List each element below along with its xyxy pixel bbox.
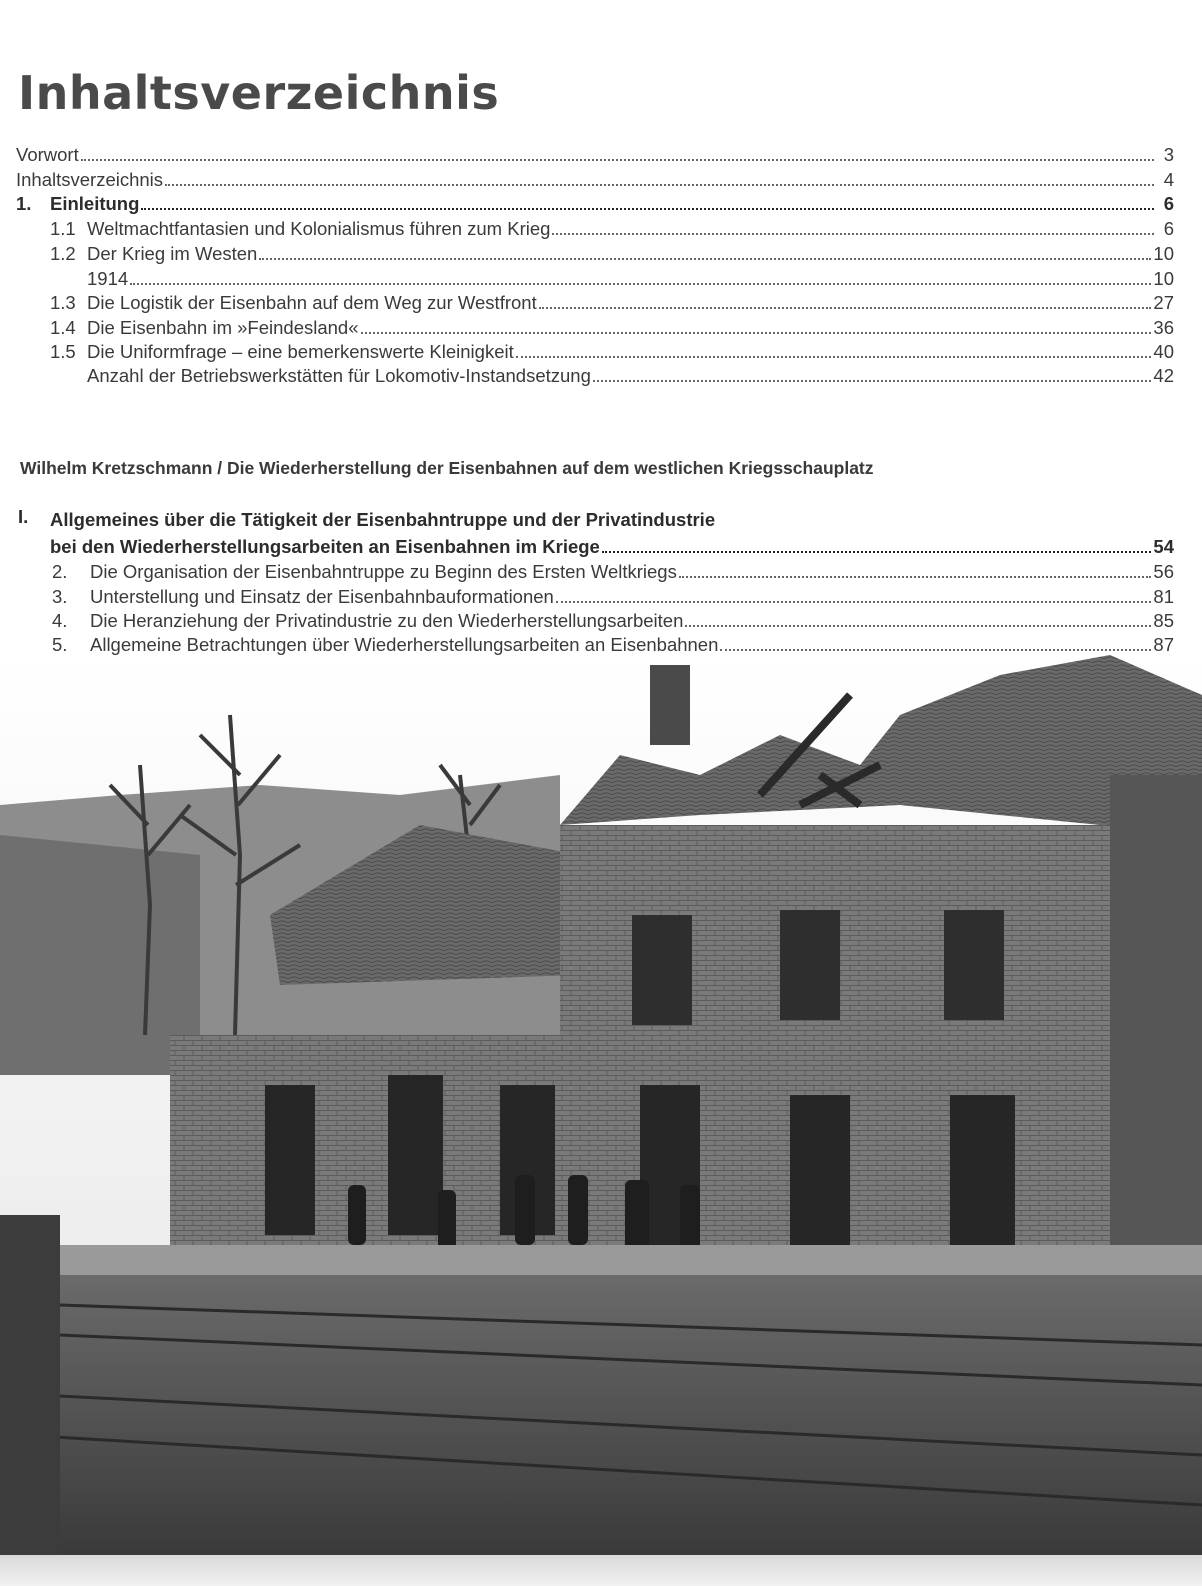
toc-page: 87	[1153, 634, 1174, 655]
toc-page: 40	[1153, 341, 1174, 362]
part-title-line1: Allgemeines über die Tätigkeit der Eisenbahntruppe und der Privatindustrie	[50, 509, 716, 530]
toc-entry-part-1[interactable]	[50, 534, 1174, 558]
toc-number: 1.5	[50, 341, 81, 362]
toc-title: Die Eisenbahn im »Feindesland«	[87, 317, 359, 338]
dot-leader	[539, 307, 1152, 309]
toc-title: Einleitung	[50, 193, 140, 214]
toc-entry-1-4[interactable]	[50, 315, 1174, 339]
dot-leader	[81, 159, 1154, 161]
toc-number: 3.	[52, 586, 68, 607]
page-bottom-edge	[0, 1555, 1202, 1586]
toc-entry-1-2[interactable]	[50, 241, 1174, 265]
toc-number: 1.	[16, 193, 42, 214]
toc-page: 36	[1153, 317, 1174, 338]
toc-title: Vorwort	[16, 144, 79, 165]
dot-leader	[679, 576, 1152, 578]
toc-page: 4	[1163, 169, 1174, 190]
toc-entry-einleitung[interactable]	[16, 191, 1174, 215]
toc-number: 1.2	[50, 243, 81, 264]
dot-leader	[516, 356, 1152, 358]
toc-number: 5.	[52, 634, 68, 655]
toc-title: Allgemeine Betrachtungen über Wiederherstellungsarbeiten an Eisenbahnen	[90, 634, 719, 655]
toc-entry-vorwort[interactable]	[16, 142, 1174, 166]
toc-entry-1914[interactable]	[87, 266, 1174, 290]
dot-leader	[685, 625, 1151, 627]
toc-entry-1-1[interactable]	[50, 216, 1174, 240]
toc-number: 4.	[52, 610, 68, 631]
toc-page: 10	[1153, 268, 1174, 289]
section-heading: Wilhelm Kretzschmann / Die Wiederherstellung der Eisenbahnen auf dem westlichen Kriegsschauplatz	[20, 458, 874, 478]
toc-entry-1-5[interactable]	[50, 339, 1174, 363]
toc-entry-betriebswerkstaetten[interactable]	[87, 363, 1174, 387]
toc-title: 1914	[87, 268, 129, 289]
toc-page: 54	[1153, 536, 1174, 557]
dot-leader	[141, 208, 1154, 210]
toc-entry-part-2[interactable]	[52, 559, 1174, 583]
toc-page: 10	[1153, 243, 1174, 264]
toc-title: Die Heranziehung der Privatindustrie zu den Wiederherstellungsarbeiten	[90, 610, 684, 631]
page-title: Inhaltsverzeichnis	[18, 66, 500, 120]
toc-title: Unterstellung und Einsatz der Eisenbahnbauformationen	[90, 586, 554, 607]
dot-leader	[361, 332, 1152, 334]
dot-leader	[720, 649, 1151, 651]
toc-entry-inhaltsverzeichnis[interactable]	[16, 167, 1174, 191]
toc-page: 27	[1153, 292, 1174, 313]
toc-entry-1-3[interactable]	[50, 290, 1174, 314]
toc-title: Weltmachtfantasien und Kolonialismus führen zum Krieg	[87, 218, 551, 239]
toc-page: 6	[1163, 218, 1174, 239]
toc-title: Der Krieg im Westen	[87, 243, 258, 264]
toc-title: Anzahl der Betriebswerkstätten für Lokomotiv-Instandsetzung	[87, 365, 591, 386]
toc-page: 3	[1163, 144, 1174, 165]
dot-leader	[165, 184, 1154, 186]
dot-leader	[259, 258, 1151, 260]
dot-leader	[602, 551, 1152, 553]
toc-entry-part-3[interactable]	[52, 584, 1174, 608]
part-title-line2: bei den Wiederherstellungsarbeiten an Eisenbahnen im Kriege	[50, 536, 600, 557]
toc-page: 81	[1153, 586, 1174, 607]
toc-number: 2.	[52, 561, 68, 582]
dot-leader	[130, 283, 1151, 285]
toc-page: 85	[1153, 610, 1174, 631]
toc-number: 1.1	[50, 218, 81, 239]
part-number: I.	[18, 506, 29, 527]
toc-number: 1.3	[50, 292, 81, 313]
dot-leader	[593, 380, 1152, 382]
toc-page: 56	[1153, 561, 1174, 582]
toc-title: Die Uniformfrage – eine bemerkenswerte Kleinigkeit	[87, 341, 514, 362]
dot-leader	[552, 233, 1154, 235]
toc-entry-part-4[interactable]	[52, 608, 1174, 632]
toc-entry-part-5[interactable]	[52, 632, 1174, 656]
ruined-station-photo	[0, 655, 1202, 1555]
toc-title: Inhaltsverzeichnis	[16, 169, 164, 190]
toc-title: Die Organisation der Eisenbahntruppe zu Beginn des Ersten Weltkriegs	[90, 561, 677, 582]
toc-number: 1.4	[50, 317, 81, 338]
toc-title: Die Logistik der Eisenbahn auf dem Weg zur Westfront	[87, 292, 537, 313]
toc-page: 42	[1153, 365, 1174, 386]
dot-leader	[556, 601, 1152, 603]
toc-page: 6	[1163, 193, 1174, 214]
